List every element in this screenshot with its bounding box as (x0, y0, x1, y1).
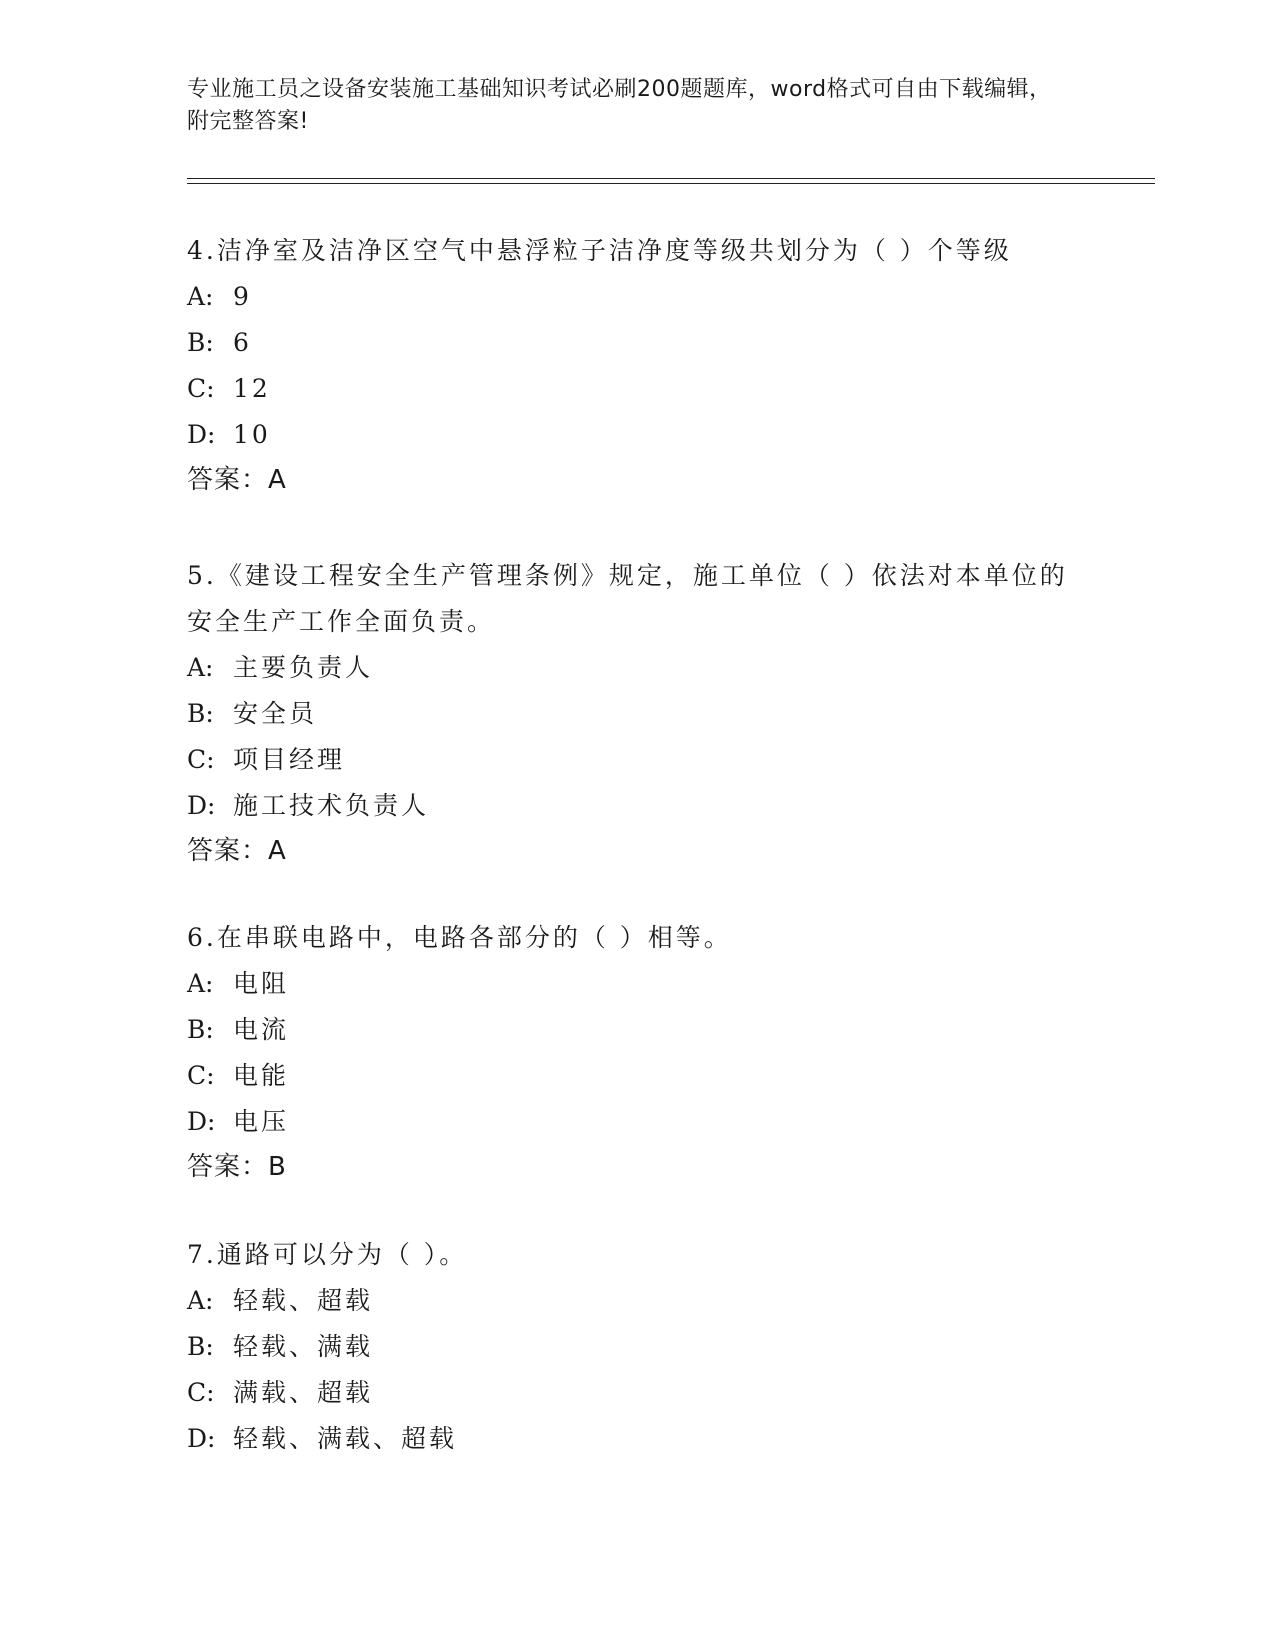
question-4 (187, 228, 1087, 502)
question-7 (187, 1232, 1087, 1462)
option-d (187, 412, 1087, 458)
option-text: 安全员 (233, 699, 318, 728)
option-label: D: (187, 1424, 216, 1453)
header-divider-bottom (187, 183, 1155, 184)
question-stem: 5.《建设工程安全生产管理条例》规定，施工单位（ ）依法对本单位的安全生产工作全面负责。 (187, 561, 1068, 636)
option-label: B: (187, 699, 214, 728)
option-label: A: (187, 653, 214, 682)
option-c (187, 366, 1087, 412)
document-header-title: 专业施工员之设备安装施工基础知识考试必刷200题题库，word格式可自由下载编辑，附完整答案! (187, 77, 1052, 134)
option-text: 电流 (233, 1015, 290, 1044)
option-label: D: (187, 791, 216, 820)
option-text: 满载、超载 (233, 1378, 374, 1407)
option-text: 6 (233, 328, 252, 357)
option-text: 施工技术负责人 (233, 791, 430, 820)
option-label: B: (187, 1015, 214, 1044)
question-stem: 4.洁净室及洁净区空气中悬浮粒子洁净度等级共划分为（ ）个等级 (187, 236, 1012, 265)
option-text: 项目经理 (233, 745, 346, 774)
option-label: D: (187, 420, 216, 449)
option-text: 电能 (233, 1061, 290, 1090)
option-a (187, 274, 1087, 320)
option-c (187, 1053, 1087, 1099)
question-5 (187, 553, 1087, 873)
option-text: 10 (233, 420, 271, 449)
option-label: C: (187, 745, 215, 774)
header-divider-top (187, 178, 1155, 179)
option-b (187, 1007, 1087, 1053)
option-b (187, 1324, 1087, 1370)
answer-line: 答案：B (187, 1152, 287, 1182)
option-c (187, 1370, 1087, 1416)
option-d (187, 1099, 1087, 1145)
option-text: 电压 (233, 1107, 290, 1136)
question-6 (187, 915, 1087, 1189)
option-text: 主要负责人 (233, 653, 374, 682)
option-b (187, 691, 1087, 737)
question-stem: 7.通路可以分为（ ）。 (187, 1240, 468, 1269)
option-label: C: (187, 374, 215, 403)
option-text: 9 (233, 282, 252, 311)
option-label: C: (187, 1061, 215, 1090)
option-text: 轻载、满载 (233, 1332, 374, 1361)
option-label: A: (187, 282, 214, 311)
option-d (187, 783, 1087, 829)
option-label: A: (187, 1286, 214, 1315)
option-label: A: (187, 969, 214, 998)
option-label: D: (187, 1107, 216, 1136)
option-d (187, 1416, 1087, 1462)
option-label: B: (187, 1332, 214, 1361)
option-a (187, 645, 1087, 691)
answer-line: 答案：A (187, 465, 287, 495)
option-text: 轻载、超载 (233, 1286, 374, 1315)
question-stem: 6.在串联电路中，电路各部分的（ ）相等。 (187, 923, 732, 952)
option-text: 轻载、满载、超载 (233, 1424, 458, 1453)
option-label: B: (187, 328, 214, 357)
option-text: 12 (233, 374, 271, 403)
option-a (187, 1278, 1087, 1324)
option-label: C: (187, 1378, 215, 1407)
option-c (187, 737, 1087, 783)
answer-line: 答案：A (187, 836, 287, 866)
option-b (187, 320, 1087, 366)
option-text: 电阻 (233, 969, 290, 998)
option-a (187, 961, 1087, 1007)
